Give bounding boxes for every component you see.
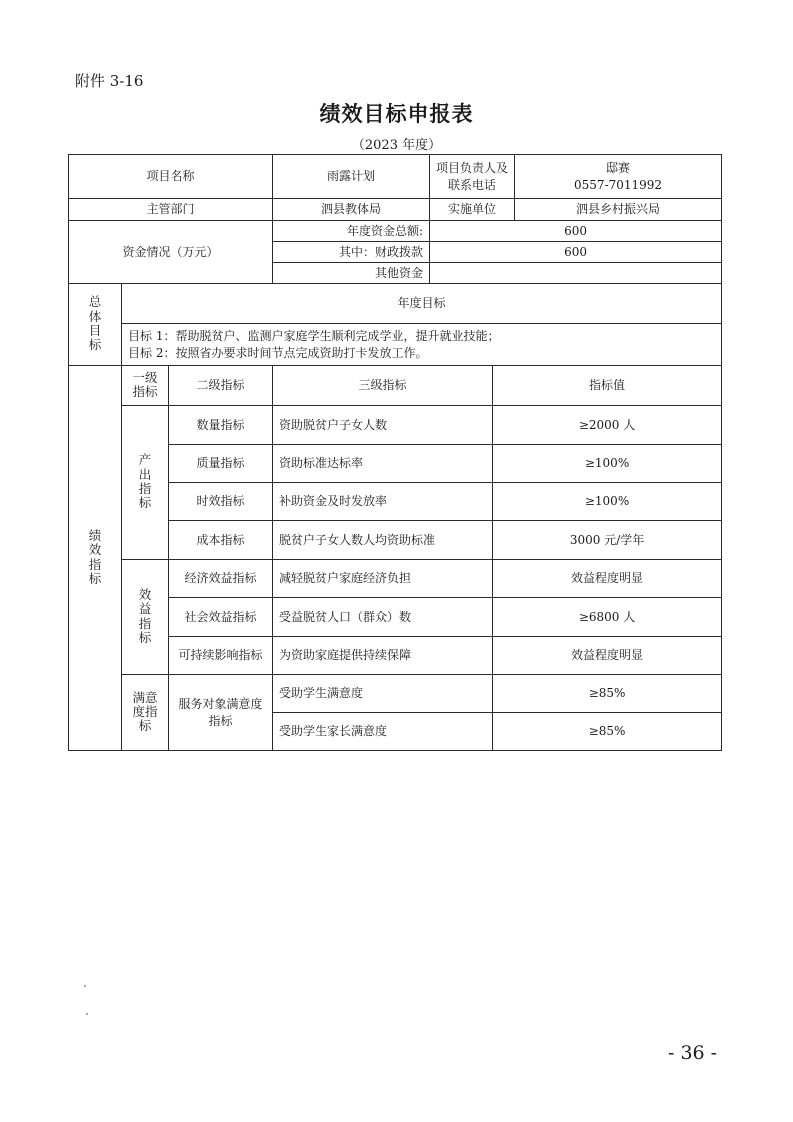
form-title: 绩效目标申报表 <box>319 102 474 126</box>
value-cell: ≥6800 人 <box>493 598 722 637</box>
col-level3-header: 三级指标 <box>273 366 493 406</box>
value-cell: ≥100% <box>493 445 722 483</box>
level2-cell: 成本指标 <box>169 521 273 560</box>
col-level1-header: 一级指标 <box>122 366 169 406</box>
leader-phone: 0557-7011992 <box>574 177 663 192</box>
level3-cell: 脱贫户子女人数人均资助标准 <box>273 521 493 560</box>
benefit-indicators-label: 效益指标 <box>122 560 169 675</box>
funds-other-value <box>430 263 722 284</box>
project-name-value: 雨露计划 <box>273 155 430 199</box>
project-name-label: 项目名称 <box>69 155 273 199</box>
goal-item: 目标 2：按照省办要求时间节点完成资助打卡发放工作。 <box>128 345 428 360</box>
value-cell: ≥85% <box>493 713 722 751</box>
table-row <box>69 406 722 445</box>
output-indicators-label: 产出指标 <box>122 406 169 560</box>
level2-cell: 质量指标 <box>169 445 273 483</box>
funds-fiscal-value: 600 <box>430 242 722 263</box>
funds-other-label: 其他资金 <box>273 263 430 284</box>
attachment-label: 附件 3-16 <box>75 72 144 90</box>
project-name-row <box>69 155 722 199</box>
goals-content <box>122 324 722 366</box>
unit-label: 实施单位 <box>430 199 515 221</box>
goals-header: 年度目标 <box>122 284 722 324</box>
level2-cell: 可持续影响指标 <box>169 637 273 675</box>
level3-cell: 资助标准达标率 <box>273 445 493 483</box>
table-row <box>69 560 722 598</box>
project-leader-value <box>515 155 722 199</box>
indicators-section-label: 绩效指标 <box>69 366 122 751</box>
value-cell: ≥100% <box>493 483 722 521</box>
level2-cell: 社会效益指标 <box>169 598 273 637</box>
funds-total-label: 年度资金总额: <box>273 221 430 242</box>
value-cell: 3000 元/学年 <box>493 521 722 560</box>
satisfaction-indicators-label: 满意度指标 <box>122 675 169 751</box>
performance-goal-table <box>68 154 722 751</box>
table-row <box>69 675 722 713</box>
level3-cell: 受益脱贫人口（群众）数 <box>273 598 493 637</box>
level3-cell: 减轻脱贫户家庭经济负担 <box>273 560 493 598</box>
level2-cell: 经济效益指标 <box>169 560 273 598</box>
indicators-header-row <box>69 366 722 406</box>
level2-cell: 时效指标 <box>169 483 273 521</box>
scan-speck <box>84 985 86 987</box>
goals-header-row <box>69 284 722 324</box>
funds-total-value: 600 <box>430 221 722 242</box>
value-cell: ≥85% <box>493 675 722 713</box>
value-cell: 效益程度明显 <box>493 637 722 675</box>
level2-cell: 数量指标 <box>169 406 273 445</box>
dept-row <box>69 199 722 221</box>
goal-item: 目标 1：帮助脱贫户、监测户家庭学生顺利完成学业，提升就业技能； <box>128 329 500 344</box>
unit-value: 泗县乡村振兴局 <box>515 199 722 221</box>
funds-label: 资金情况（万元） <box>69 221 273 284</box>
project-leader-label: 项目负责人及联系电话 <box>430 155 515 199</box>
scan-speck <box>86 1013 88 1015</box>
leader-name: 邸赛 <box>606 161 631 176</box>
col-level2-header: 二级指标 <box>169 366 273 406</box>
dept-label: 主管部门 <box>69 199 273 221</box>
value-cell: ≥2000 人 <box>493 406 722 445</box>
goals-section-label: 总体目标 <box>69 284 122 366</box>
level3-cell: 资助脱贫户子女人数 <box>273 406 493 445</box>
level3-cell: 受助学生家长满意度 <box>273 713 493 751</box>
funds-total-row <box>69 221 722 242</box>
funds-fiscal-label: 其中：财政拨款 <box>273 242 430 263</box>
goals-content-row <box>69 324 722 366</box>
level3-cell: 补助资金及时发放率 <box>273 483 493 521</box>
form-year: （2023 年度） <box>351 138 442 153</box>
value-cell: 效益程度明显 <box>493 560 722 598</box>
page-number: - 36 - <box>668 1042 718 1064</box>
service-satisfaction-label: 服务对象满意度指标 <box>169 675 273 751</box>
dept-value: 泗县教体局 <box>273 199 430 221</box>
level3-cell: 受助学生满意度 <box>273 675 493 713</box>
level3-cell: 为资助家庭提供持续保障 <box>273 637 493 675</box>
col-value-header: 指标值 <box>493 366 722 406</box>
